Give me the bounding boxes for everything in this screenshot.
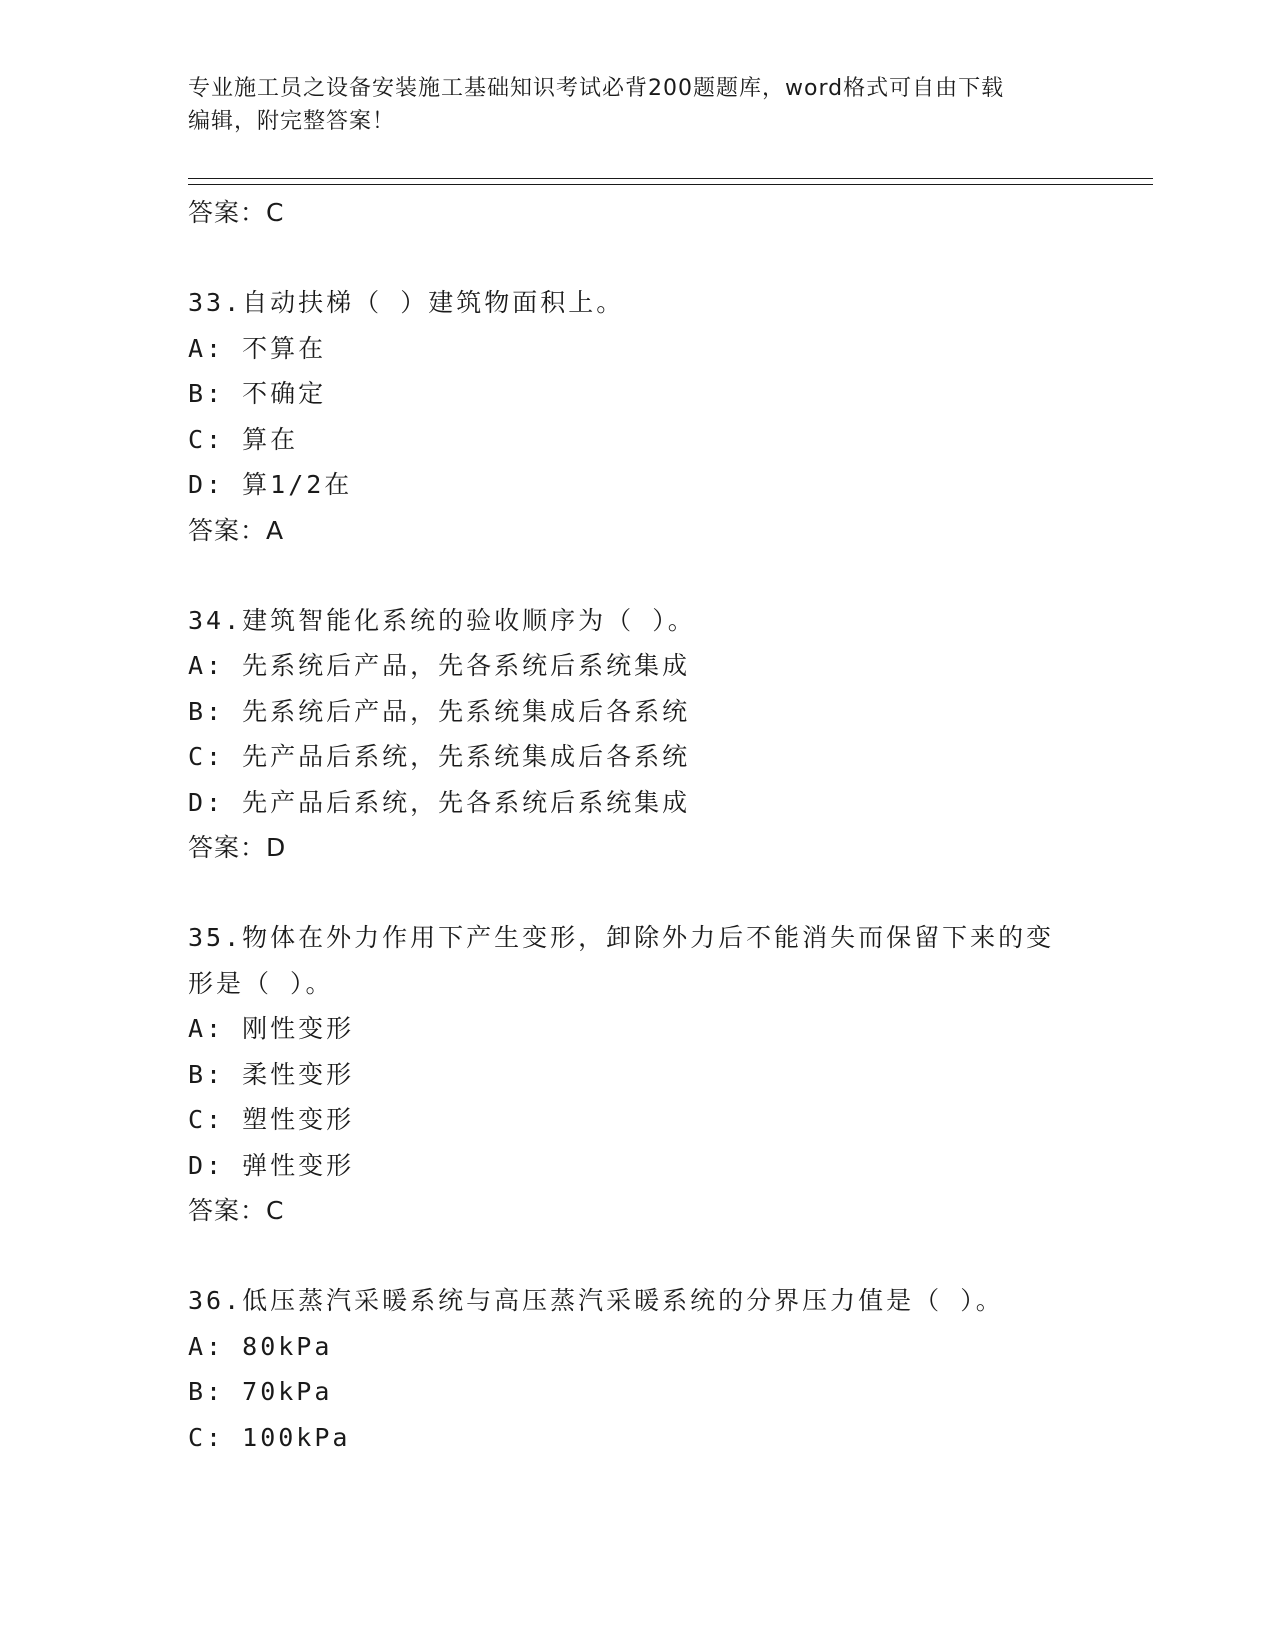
- question-stem-line-2: 形是（ ）。: [188, 968, 334, 998]
- option-d: D: 先产品后系统，先各系统后系统集成: [188, 787, 691, 817]
- header-line-2: 编辑，附完整答案！: [188, 109, 396, 134]
- option-b: B: 70kPa: [188, 1377, 333, 1406]
- answer-line: 答案：C: [188, 198, 285, 227]
- option-c: C: 先产品后系统，先系统集成后各系统: [188, 742, 691, 771]
- option-a: A: 80kPa: [188, 1331, 333, 1361]
- option-b: B: 柔性变形: [188, 1059, 355, 1089]
- header-line-1: 专业施工员之设备安装施工基础知识考试必背200题题库，word格式可自由下载: [188, 76, 1005, 101]
- option-c: C: 算在: [188, 424, 299, 454]
- answer-line: 答案：C: [188, 1196, 285, 1225]
- option-b: B: 不确定: [188, 379, 327, 408]
- header-divider-top: [188, 178, 1153, 179]
- option-c: C: 100kPa: [188, 1422, 351, 1452]
- question-35: [188, 915, 1088, 1233]
- question-stem-line-1: 35.物体在外力作用下产生变形，卸除外力后不能消失而保留下来的变: [188, 923, 1055, 952]
- question-33: [188, 280, 1088, 553]
- option-d: D: 算1/2在: [188, 470, 353, 499]
- question-36: [188, 1278, 1088, 1460]
- option-a: A: 先系统后产品，先各系统后系统集成: [188, 651, 691, 680]
- option-c: C: 塑性变形: [188, 1105, 355, 1134]
- answer-line: 答案：D: [188, 833, 287, 862]
- document-header: [188, 72, 1088, 138]
- header-divider-bottom: [188, 184, 1153, 185]
- option-a: A: 不算在: [188, 333, 327, 363]
- question-stem: 36.低压蒸汽采暖系统与高压蒸汽采暖系统的分界压力值是（ ）。: [188, 1286, 1004, 1315]
- question-stem: 33.自动扶梯（ ）建筑物面积上。: [188, 288, 625, 317]
- question-34: [188, 598, 1088, 871]
- option-b: B: 先系统后产品，先系统集成后各系统: [188, 696, 691, 726]
- option-a: A: 刚性变形: [188, 1014, 355, 1043]
- question-list: [188, 190, 1088, 1460]
- option-d: D: 弹性变形: [188, 1150, 355, 1180]
- question-stem: 34.建筑智能化系统的验收顺序为（ ）。: [188, 605, 696, 635]
- answer-line: 答案：A: [188, 515, 285, 545]
